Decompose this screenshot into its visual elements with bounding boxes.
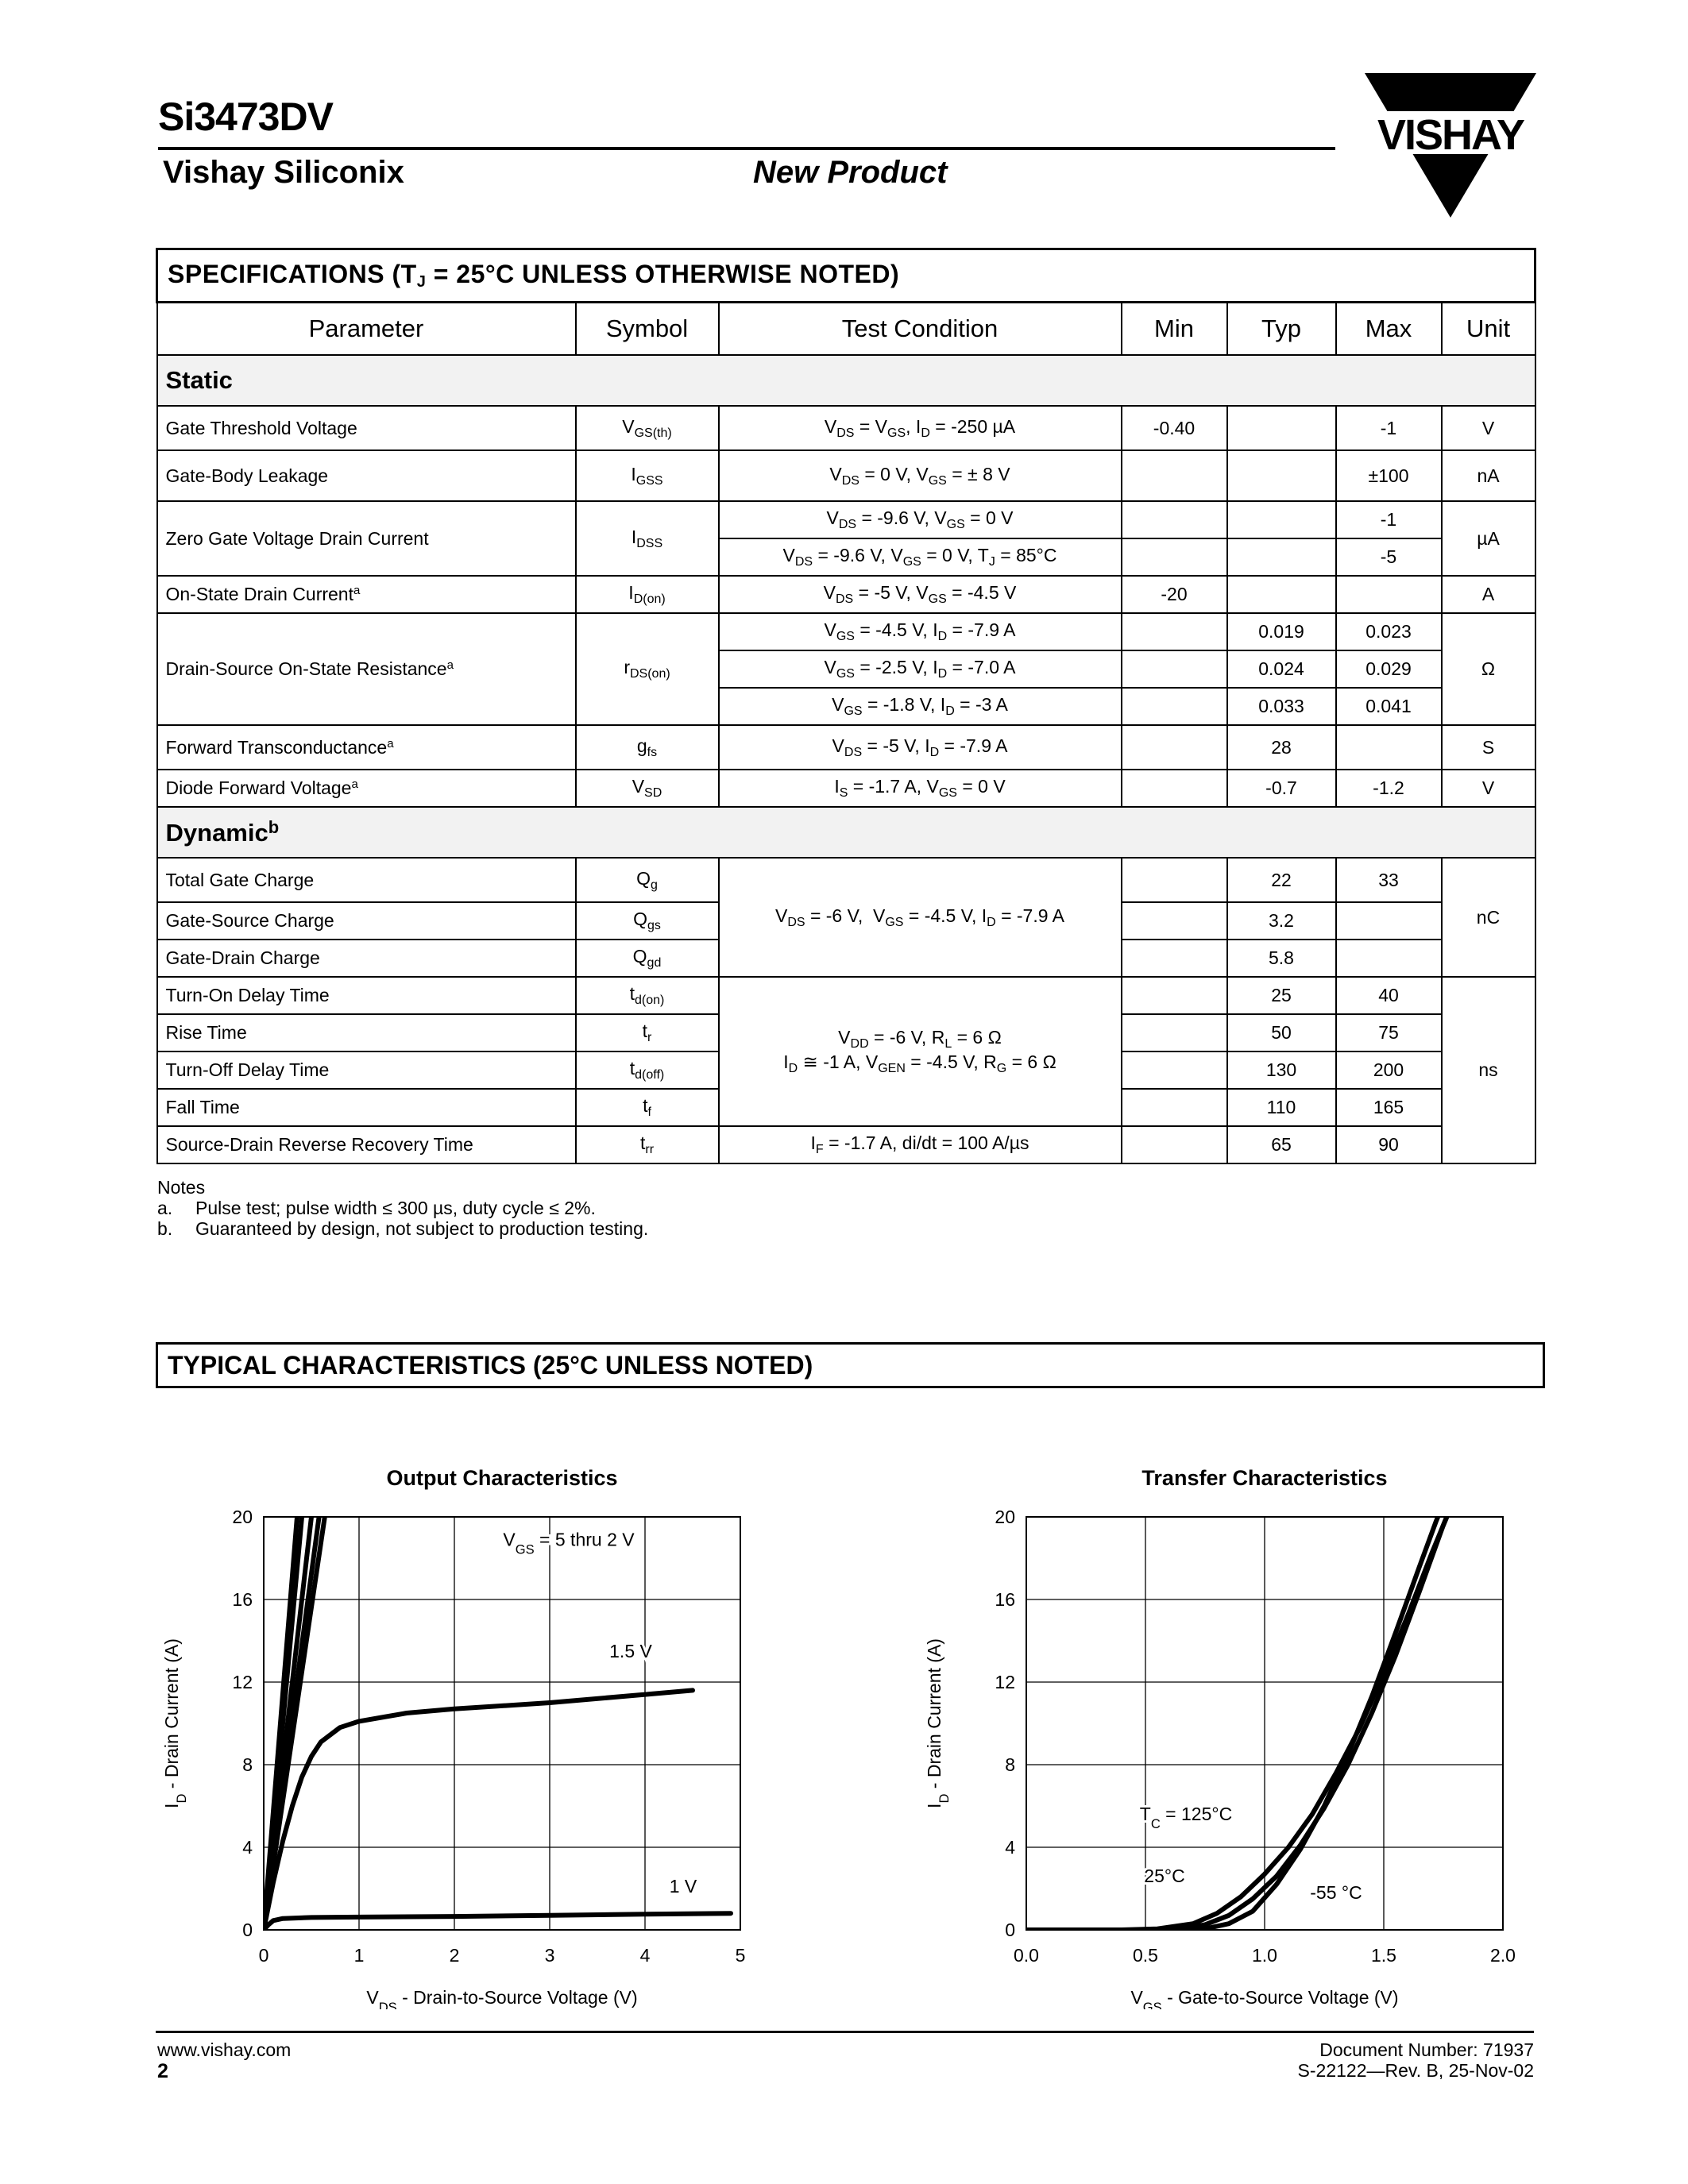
new-product-tag: New Product [753,155,948,190]
table-row: $V_{DS} = -9.6$ V, $V_{GS} = 0$ V, $T_J = 85^\circ C$ -5 [157,538,1535,576]
x-tick-label: 1.0 [1252,1945,1277,1966]
y-tick-label: 16 [995,1589,1015,1610]
specifications-title: SPECIFICATIONS ($T_J = 25^\circ C$ UNLESS OTHERWISE NOTED) [157,249,1535,303]
table-row: Rise Time $t_r$ 50 75 [157,1014,1535,1051]
transfer-characteristics-svg [914,1453,1549,2009]
x-tick-label: 4 [639,1945,651,1966]
y-tick-label: 4 [1005,1837,1015,1858]
x-axis-label: $V_{GS}$ - Gate-to-Source Voltage (V) [1130,1987,1399,2009]
table-row: Gate-Body Leakage $I_{GSS}$ $V_{DS} = 0$ V, $V_{GS}$ = ± 8 V ±100 nA [157,450,1535,501]
y-tick-label: 12 [232,1672,253,1692]
x-tick-label: 1.5 [1371,1945,1396,1966]
table-row: Turn-Off Delay Time $t_{d(off)}$ 130 200 [157,1051,1535,1089]
document-number: Document Number: 71937 [1319,2039,1534,2060]
table-row: Gate-Drain Charge $Q_{gd}$ 5.8 [157,940,1535,977]
y-tick-label: 20 [232,1507,253,1527]
header-rule [158,147,1335,150]
table-row: Fall Time $t_f$ 110 165 [157,1089,1535,1126]
series-line-5 [264,1690,693,1930]
series-annotation: 25°C [1144,1866,1185,1887]
series-annotation: $V_{GS} = 5$ thru 2 V [503,1529,635,1557]
series-line-0 [1026,1496,1455,1930]
table-row: On-State Drain Current$^a$ $I_{D(on)}$ $V_{DS} = -5$ V, $V_{GS} = -4.5$ V -20 A [157,576,1535,613]
transfer-characteristics-chart [914,1453,1549,2009]
part-number: Si3473DV [158,95,333,139]
col-max: Max [1336,303,1442,356]
plot-frame [264,1517,740,1930]
x-tick-label: 0 [258,1945,269,1966]
table-row: Gate Threshold Voltage $V_{GS(th)}$ $V_{DS} = V_{GS}$, $I_D = -250$ µA -0.40 -1 V [157,406,1535,450]
table-row: $V_{GS} = -2.5$ V, $I_D = -7.0$ A 0.024 0.029 [157,650,1535,688]
x-axis-label: $V_{DS}$ - Drain-to-Source Voltage (V) [366,1987,638,2009]
table-row: Diode Forward Voltage$^a$ $V_{SD}$ $I_S = -1.7$ A, $V_{GS} = 0$ V -0.7 -1.2 V [157,770,1535,807]
y-tick-label: 16 [232,1589,253,1610]
note-b: b. Guaranteed by design, not subject to production testing. [157,1218,649,1239]
col-min: Min [1122,303,1227,356]
series-line-6 [264,1913,731,1930]
y-tick-label: 12 [995,1672,1015,1692]
series-annotation: 1.5 V [609,1640,652,1661]
table-row: Turn-On Delay Time $t_{d(on)}$ $V_{DD} = -6$ V, $R_L = 6$ Ω $I_D$ ≅ -1 A, $V_{GEN} = -4.5$ V, $R_G = 6$ Ω 25 40 ns [157,977,1535,1014]
notes-heading: Notes [157,1177,206,1198]
table-row: Forward Transconductance$^a$ $g_{fs}$ $V_{DS} = -5$ V, $I_D = -7.9$ A 28 S [157,725,1535,770]
series-line-1 [1026,1486,1460,1930]
output-characteristics-chart [151,1453,786,2009]
x-tick-label: 0.5 [1133,1945,1158,1966]
y-tick-label: 8 [1005,1754,1015,1775]
y-tick-label: 8 [242,1754,253,1775]
table-row: Drain-Source On-State Resistance$^a$ $r_{DS(on)}$ $V_{GS} = -4.5$ V, $I_D = -7.9$ A 0.019 0.023 Ω [157,613,1535,650]
chart-title: Output Characteristics [386,1466,618,1490]
x-tick-label: 2 [449,1945,460,1966]
x-tick-label: 0.0 [1014,1945,1039,1966]
x-tick-label: 3 [544,1945,555,1966]
table-row: Total Gate Charge $Q_g$ $V_{DS} = -6$ V, $V_{GS} = -4.5$ V, $I_D = -7.9$ A 22 33 nC [157,858,1535,902]
table-row: Zero Gate Voltage Drain Current $I_{DSS}$ $V_{DS} = -9.6$ V, $V_{GS} = 0$ V -1 µA [157,501,1535,538]
col-typ: Typ [1227,303,1336,356]
vishay-logo [1365,73,1536,218]
chart-title: Transfer Characteristics [1141,1466,1388,1490]
page-number: 2 [157,2060,168,2082]
col-symbol: Symbol [576,303,719,356]
section-dynamic: Dynamic$^b$ [157,807,1535,858]
typical-characteristics-title: TYPICAL CHARACTERISTICS (25°C UNLESS NOTED) [156,1342,1545,1388]
notes [157,1177,648,1239]
col-unit: Unit [1442,303,1535,356]
col-test-condition: Test Condition [719,303,1122,356]
y-tick-label: 0 [1005,1920,1015,1940]
section-static: Static [157,355,1535,406]
x-tick-label: 1 [353,1945,365,1966]
y-tick-label: 20 [995,1507,1015,1527]
specifications-table [156,248,1536,1164]
footer-rule [156,2031,1534,2033]
x-tick-label: 5 [735,1945,746,1966]
footer-url[interactable]: www.vishay.com [157,2039,292,2060]
y-tick-label: 4 [242,1837,253,1858]
table-row: Gate-Source Charge $Q_{gs}$ 3.2 [157,902,1535,940]
col-parameter: Parameter [157,303,576,356]
output-characteristics-svg [151,1453,786,2009]
y-axis-label: $I_D$ - Drain Current (A) [161,1638,189,1808]
logo-text: VISHAY [1377,111,1524,159]
table-row: $V_{GS} = -1.8$ V, $I_D = -3$ A 0.033 0.041 [157,688,1535,725]
table-row: Source-Drain Reverse Recovery Time $t_{rr}$ $I_F = -1.7$ A, di/dt = 100 A/µs 65 90 [157,1126,1535,1163]
y-tick-label: 0 [242,1920,253,1940]
series-annotation: 1 V [669,1876,697,1897]
series-annotation: $T_C = 125^\circ C$ [1139,1804,1233,1831]
company-name: Vishay Siliconix [163,155,404,190]
note-a: a. Pulse test; pulse width ≤ 300 µs, duty cycle ≤ 2%. [157,1198,596,1218]
revision: S-22122—Rev. B, 25-Nov-02 [1297,2060,1534,2081]
x-tick-label: 2.0 [1490,1945,1516,1966]
y-axis-label: $I_D$ - Drain Current (A) [924,1638,952,1808]
series-annotation: -55 °C [1310,1882,1362,1903]
series-line-2 [1026,1486,1450,1930]
